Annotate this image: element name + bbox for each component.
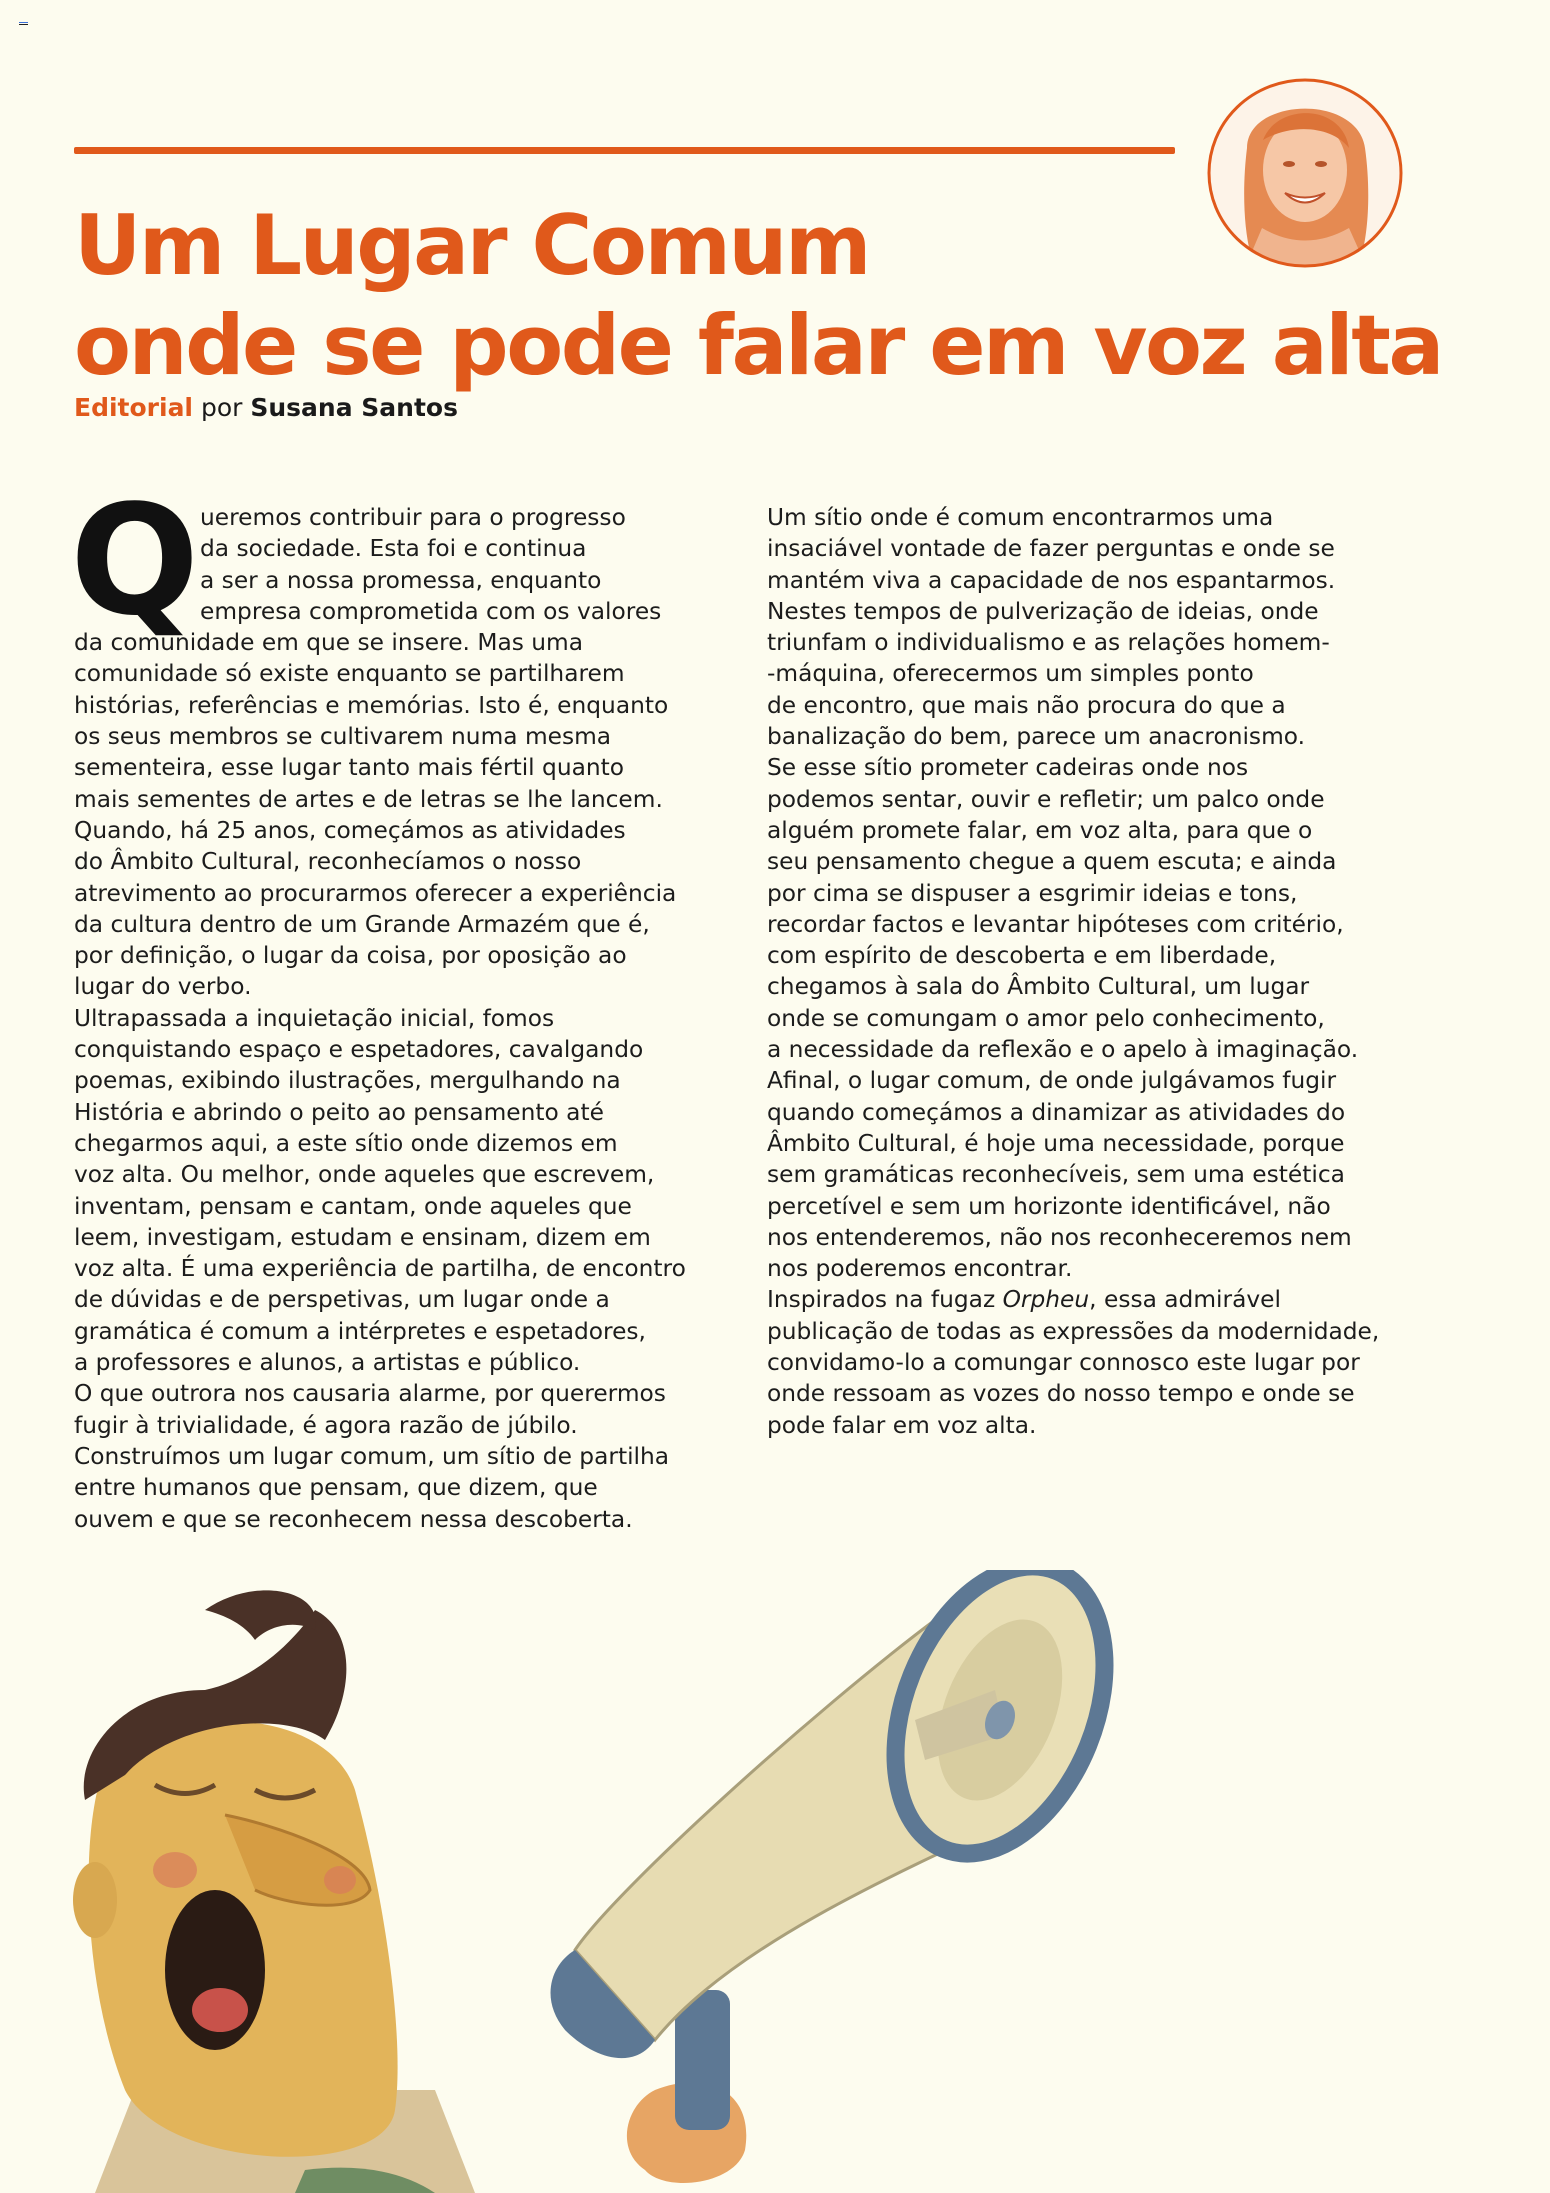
text-line: atrevimento ao procurarmos oferecer a experiência bbox=[74, 879, 677, 907]
text-line: por definição, o lugar da coisa, por oposição ao bbox=[74, 942, 627, 970]
text-line: de encontro, que mais não procura do que a bbox=[767, 691, 1286, 719]
text-line-orpheu bbox=[767, 1284, 1417, 1315]
text-line: Ultrapassada a inquietação inicial, fomos bbox=[74, 1004, 555, 1032]
text-line: histórias, referências e memórias. Isto é, enquanto bbox=[74, 691, 669, 719]
text-line: onde ressoam as vozes do nosso tempo e onde se bbox=[767, 1380, 1355, 1408]
text-line: percetível e sem um horizonte identificável, não bbox=[767, 1192, 1331, 1220]
article-column-right bbox=[767, 502, 1417, 1441]
byline-connector: por bbox=[193, 393, 251, 422]
text-line: fugir à trivialidade, é agora razão de júbilo. bbox=[74, 1411, 578, 1439]
text-line: seu pensamento chegue a quem escuta; e ainda bbox=[767, 848, 1337, 876]
text-line: banalização do bem, parece um anacronismo. bbox=[767, 723, 1306, 751]
text-line: da cultura dentro de um Grande Armazém que é, bbox=[74, 910, 650, 938]
text-line: empresa comprometida com os valores bbox=[200, 597, 662, 625]
text-line: a professores e alunos, a artistas e público. bbox=[74, 1349, 581, 1377]
text-line: O que outrora nos causaria alarme, por querermos bbox=[74, 1380, 666, 1408]
text-line: do Âmbito Cultural, reconhecíamos o nosso bbox=[74, 848, 582, 876]
text-line: onde se comungam o amor pelo conhecimento, bbox=[767, 1004, 1325, 1032]
text-line: gramática é comum a intérpretes e espetadores, bbox=[74, 1317, 646, 1345]
text-line: ouvem e que se reconhecem nessa descoberta. bbox=[74, 1505, 633, 1533]
text-line: pode falar em voz alta. bbox=[767, 1411, 1037, 1439]
text-line: quando começámos a dinamizar as atividades do bbox=[767, 1098, 1346, 1126]
text-fragment: Inspirados na fugaz bbox=[767, 1286, 1003, 1314]
text-line: Um sítio onde é comum encontrarmos uma bbox=[767, 504, 1274, 531]
text-line: nos poderemos encontrar. bbox=[767, 1255, 1073, 1283]
text-line: a ser a nossa promessa, enquanto bbox=[200, 566, 602, 594]
text-line: com espírito de descoberta e em liberdade, bbox=[767, 942, 1277, 970]
text-line: Afinal, o lugar comum, de onde julgávamos fugir bbox=[767, 1067, 1337, 1095]
text-line: podemos sentar, ouvir e refletir; um palco onde bbox=[767, 785, 1325, 813]
publication-title-orpheu: Orpheu bbox=[1002, 1286, 1090, 1314]
text-line: Se esse sítio prometer cadeiras onde nos bbox=[767, 754, 1249, 782]
text-line: da comunidade em que se insere. Mas uma bbox=[74, 629, 583, 657]
text-line: convidamo-lo a comungar connosco este lugar por bbox=[767, 1349, 1360, 1377]
text-line: insaciável vontade de fazer perguntas e onde se bbox=[767, 535, 1335, 563]
text-line: por cima se dispuser a esgrimir ideias e tons, bbox=[767, 879, 1298, 907]
text-line: chegarmos aqui, a este sítio onde dizemos em bbox=[74, 1129, 618, 1157]
text-line: inventam, pensam e cantam, onde aqueles que bbox=[74, 1192, 632, 1220]
text-line: poemas, exibindo ilustrações, mergulhando na bbox=[74, 1067, 621, 1095]
text-line: os seus membros se cultivarem numa mesma bbox=[74, 723, 612, 751]
text-line: recordar factos e levantar hipóteses com critério, bbox=[767, 910, 1344, 938]
text-line: Quando, há 25 anos, começámos as atividades bbox=[74, 816, 626, 844]
article-column-left bbox=[74, 502, 714, 1535]
text-line: triunfam o individualismo e as relações homem- bbox=[767, 629, 1330, 657]
byline bbox=[74, 391, 458, 425]
text-line: mais sementes de artes e de letras se lhe lancem. bbox=[74, 785, 663, 813]
text-line: comunidade só existe enquanto se partilharem bbox=[74, 660, 625, 688]
headline-line-1: Um Lugar Comum bbox=[74, 197, 869, 294]
text-line: a necessidade da reflexão e o apelo à imaginação. bbox=[767, 1036, 1359, 1064]
text-line: voz alta. É uma experiência de partilha, de encontro bbox=[74, 1255, 686, 1283]
text-line: da sociedade. Esta foi e continua bbox=[200, 535, 587, 563]
text-line: lugar do verbo. bbox=[74, 973, 252, 1001]
corner-mark bbox=[19, 22, 28, 26]
text-line: publicação de todas as expressões da modernidade, bbox=[767, 1317, 1380, 1345]
text-line: leem, investigam, estudam e ensinam, dizem em bbox=[74, 1223, 651, 1251]
text-line: sementeira, esse lugar tanto mais fértil quanto bbox=[74, 754, 625, 782]
text-line: Nestes tempos de pulverização de ideias, onde bbox=[767, 597, 1319, 625]
text-line: voz alta. Ou melhor, onde aqueles que escrevem, bbox=[74, 1161, 655, 1189]
headline-rule bbox=[74, 147, 1175, 154]
headline-line-2: onde se pode falar em voz alta bbox=[74, 297, 1442, 394]
text-line: conquistando espaço e espetadores, cavalgando bbox=[74, 1036, 644, 1064]
text-line: sem gramáticas reconhecíveis, sem uma estética bbox=[767, 1161, 1345, 1189]
text-line: -máquina, oferecermos um simples ponto bbox=[767, 660, 1254, 688]
text-line: mantém viva a capacidade de nos espantarmos. bbox=[767, 566, 1336, 594]
text-line: de dúvidas e de perspetivas, um lugar onde a bbox=[74, 1286, 610, 1314]
text-line: alguém promete falar, em voz alta, para que o bbox=[767, 816, 1313, 844]
headline bbox=[74, 196, 1442, 396]
text-line: Âmbito Cultural, é hoje uma necessidade, porque bbox=[767, 1129, 1345, 1157]
text-line: entre humanos que pensam, que dizem, que bbox=[74, 1474, 598, 1502]
text-line: nos entenderemos, não nos reconheceremos nem bbox=[767, 1223, 1352, 1251]
text-line: Construímos um lugar comum, um sítio de partilha bbox=[74, 1442, 670, 1470]
text-line: chegamos à sala do Âmbito Cultural, um lugar bbox=[767, 973, 1310, 1001]
byline-author: Susana Santos bbox=[250, 393, 458, 422]
drop-cap: Q bbox=[70, 472, 200, 649]
text-line: ueremos contribuir para o progresso bbox=[200, 504, 626, 531]
byline-section: Editorial bbox=[74, 393, 194, 422]
megaphone-illustration bbox=[55, 1570, 1155, 2193]
text-line: História e abrindo o peito ao pensamento até bbox=[74, 1098, 604, 1126]
text-fragment: , essa admirável bbox=[1089, 1286, 1281, 1314]
